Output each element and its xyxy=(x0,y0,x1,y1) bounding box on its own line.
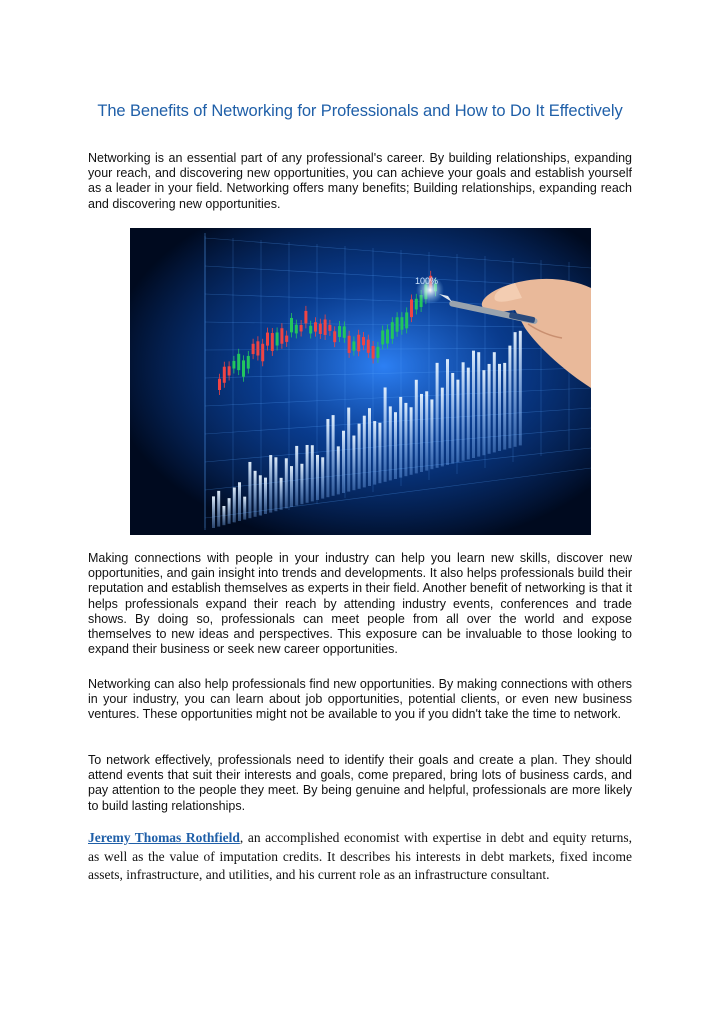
volume-bar xyxy=(503,363,506,450)
volume-bar xyxy=(519,331,522,446)
volume-bar xyxy=(264,478,267,514)
candle-body xyxy=(252,344,255,354)
candle-body xyxy=(372,346,375,358)
candle-body xyxy=(333,331,336,342)
volume-bar xyxy=(217,491,220,527)
volume-bar xyxy=(425,391,428,470)
volume-bar xyxy=(514,332,517,447)
page-title: The Benefits of Networking for Professionals and How to Do It Effectively xyxy=(97,102,623,120)
volume-bar xyxy=(254,471,257,517)
stock-chart-hand-pen-image xyxy=(130,228,591,535)
volume-bar xyxy=(430,399,433,469)
volume-bar xyxy=(488,364,491,454)
volume-bar xyxy=(384,387,387,481)
intro-paragraph: Networking is an essential part of any professional's career. By building relationships, expanding your reach, and discovering new opportunities, you can achieve your goals and establish yourself as a leader in your field. Networking offers many benefits; Building relationships, expanding reach and discovering new opportunities. xyxy=(88,151,632,211)
volume-bar xyxy=(482,370,485,455)
chart-percent-label: 100% xyxy=(415,276,439,286)
volume-bar xyxy=(300,464,303,504)
candle-body xyxy=(324,319,327,334)
candle-body xyxy=(362,337,365,345)
volume-bar xyxy=(358,424,361,489)
volume-bar xyxy=(285,458,288,508)
candle-body xyxy=(348,336,351,353)
volume-bar xyxy=(441,388,444,467)
volume-bar xyxy=(378,423,381,483)
volume-bar xyxy=(352,436,355,491)
candle-body xyxy=(261,344,264,361)
volume-bar xyxy=(243,497,246,520)
volume-bar xyxy=(311,445,314,501)
volume-bar xyxy=(347,408,350,492)
candle-body xyxy=(228,366,231,375)
volume-bar xyxy=(342,431,345,493)
candle-body xyxy=(309,326,312,334)
candle-body xyxy=(232,361,235,369)
volume-bar xyxy=(467,368,470,460)
candle-body xyxy=(405,312,408,328)
candle-body xyxy=(376,347,379,358)
volume-bar xyxy=(321,457,324,498)
volume-bar xyxy=(290,466,293,507)
volume-bar xyxy=(248,462,251,518)
candle-body xyxy=(386,329,389,343)
candle-body xyxy=(381,330,384,344)
volume-bar xyxy=(373,421,376,485)
volume-bar xyxy=(228,498,231,524)
volume-bar xyxy=(368,408,371,486)
volume-bar xyxy=(404,403,407,476)
connections-paragraph: Making connections with people in your industry can help you learn new skills, discover new opportunities, and gain insight into trends and developments. It also helps professionals build their reputation and establish themselves as experts in their field. Another benefit of networking is that it helps professionals expand their reach by attending industry events, conferences and trade shows. By doing so, professionals can meet people from all over the world and expose themselves to new ideas and perspectives. This exposure can be invaluable to those looking to expand their business or seek new career opportunities. xyxy=(88,551,632,657)
volume-bar xyxy=(399,397,402,478)
candle-body xyxy=(290,318,293,332)
candle-body xyxy=(285,336,288,342)
candle-body xyxy=(314,322,317,331)
volume-bar xyxy=(477,352,480,456)
volume-bar xyxy=(394,412,397,479)
candle-body xyxy=(271,333,274,351)
volume-bar xyxy=(238,482,241,521)
candle-body xyxy=(338,326,341,337)
candle-body xyxy=(218,379,221,390)
volume-bar xyxy=(274,457,277,511)
volume-bar xyxy=(222,506,225,525)
candle-body xyxy=(357,335,360,352)
volume-bar xyxy=(415,380,418,474)
candle-body xyxy=(242,360,245,376)
candle-body xyxy=(256,341,259,355)
volume-bar xyxy=(451,373,454,464)
author-paragraph xyxy=(88,829,632,885)
candle-body xyxy=(352,341,355,350)
candle-body xyxy=(415,299,418,310)
volume-bar xyxy=(259,475,262,515)
volume-bar xyxy=(295,446,298,506)
volume-bar xyxy=(410,407,413,475)
candle-body xyxy=(343,326,346,337)
candle-body xyxy=(304,311,307,323)
volume-bar xyxy=(420,394,423,472)
author-link[interactable]: Jeremy Thomas Rothfield xyxy=(88,830,240,845)
candle-body xyxy=(400,317,403,330)
author-bio: , an accomplished economist with expertise in debt and equity returns, as well as the value of imputation credits. It describes his interests in debt markets, fixed income assets, infrastructure, and utilities, and his current role as an infrastructure consultant. xyxy=(88,830,632,882)
volume-bar xyxy=(269,455,272,513)
candle-body xyxy=(367,340,370,353)
volume-bar xyxy=(332,415,335,496)
volume-bar xyxy=(456,380,459,463)
volume-bar xyxy=(363,416,366,488)
volume-bar xyxy=(508,346,511,449)
volume-bar xyxy=(212,496,215,528)
volume-bar xyxy=(462,362,465,461)
candle-body xyxy=(276,332,279,345)
volume-bar xyxy=(493,352,496,452)
opportunities-paragraph: Networking can also help professionals find new opportunities. By making connections with others in your industry, you can learn about job opportunities, potential clients, or even new business ventures. These opportunities might not be available to you if you didn't take the time to network. xyxy=(88,677,632,722)
candle-body xyxy=(328,325,331,331)
candle-body xyxy=(300,325,303,331)
volume-bar xyxy=(498,364,501,451)
candle-body xyxy=(247,356,250,369)
candle-body xyxy=(396,317,399,331)
volume-bar xyxy=(233,487,236,522)
volume-bar xyxy=(472,351,475,458)
volume-bar xyxy=(280,478,283,510)
candle-body xyxy=(295,325,298,334)
candle-body xyxy=(266,333,269,346)
candle-body xyxy=(319,324,322,334)
candle-body xyxy=(237,354,240,370)
effective-networking-paragraph: To network effectively, professionals need to identify their goals and create a plan. They should attend events that suit their interests and goals, come prepared, bring lots of business cards, and pay attention to the people they meet. By being genuine and helpful, professionals are more likely to build lasting relationships. xyxy=(88,753,632,813)
volume-bar xyxy=(337,446,340,494)
volume-bar xyxy=(316,455,319,500)
volume-bar xyxy=(326,419,329,497)
candle-body xyxy=(410,299,413,317)
candle-body xyxy=(280,328,283,344)
volume-bar xyxy=(446,359,449,465)
volume-bar xyxy=(436,363,439,468)
volume-bar xyxy=(389,406,392,480)
candle-body xyxy=(391,322,394,339)
candle-body xyxy=(223,367,226,383)
volume-bar xyxy=(306,445,309,503)
hero-illustration xyxy=(130,228,591,535)
